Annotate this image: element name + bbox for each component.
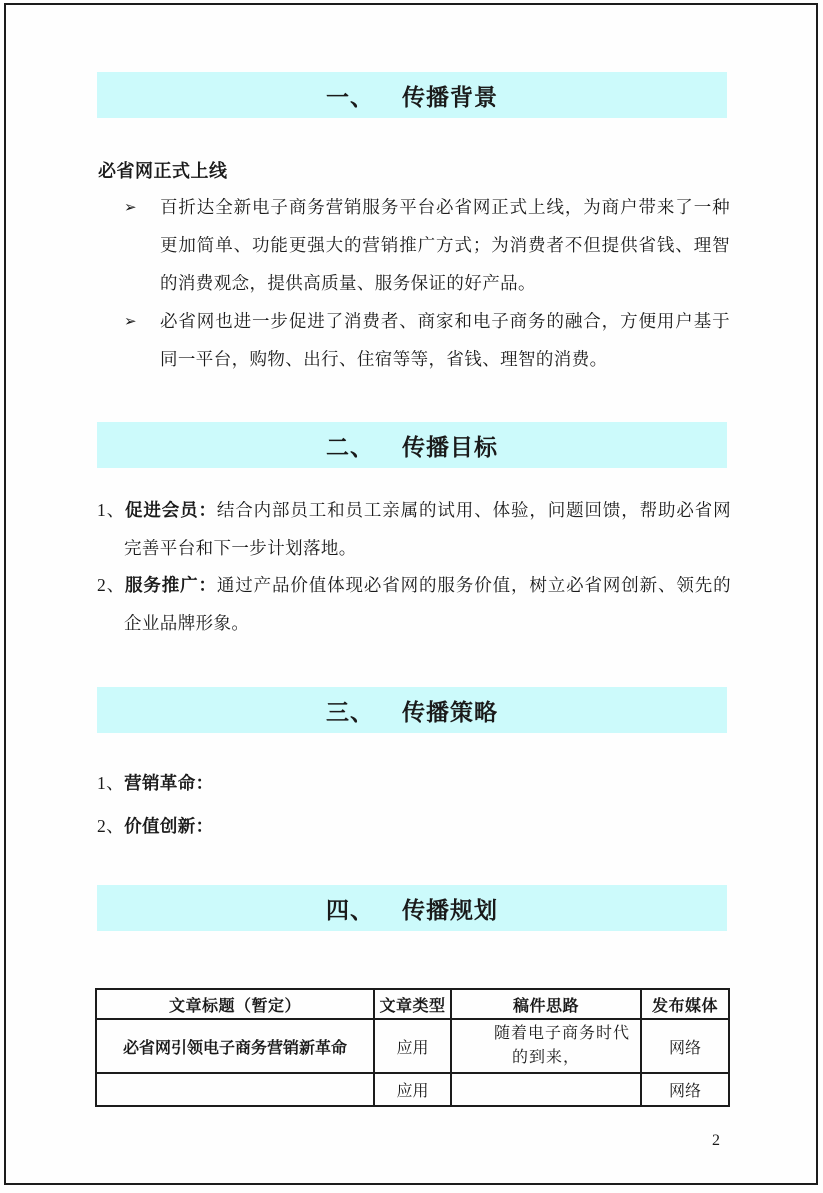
cell-idea (451, 1073, 641, 1106)
goal-text: 结合内部员工和员工亲属的试用、体验，问题回馈，帮助必省网完善平台和下一步计划落地。 (124, 500, 731, 558)
strategy-number: 1、 (97, 773, 125, 793)
goal-item-2 (97, 567, 731, 642)
column-header-media: 发布媒体 (641, 989, 729, 1019)
column-header-idea: 稿件思路 (451, 989, 641, 1019)
section-header-4 (97, 885, 727, 931)
goals-list (97, 492, 731, 642)
goal-label: 服务推广： (125, 575, 217, 595)
cell-media: 网络 (641, 1073, 729, 1106)
column-header-title: 文章标题（暂定） (96, 989, 374, 1019)
table-row (96, 1073, 729, 1106)
section-header-1 (97, 72, 727, 118)
goal-number: 1、 (97, 500, 126, 520)
section-3-title: 传播策略 (402, 698, 498, 725)
goal-item-1 (97, 492, 731, 567)
strategy-item-2 (97, 805, 214, 848)
cell-media: 网络 (641, 1019, 729, 1073)
cell-article-type: 应用 (374, 1073, 451, 1106)
section-4-title: 传播规划 (402, 896, 498, 923)
cell-idea: 随着电子商务时代的到来， (451, 1019, 641, 1073)
strategy-item-1 (97, 762, 214, 805)
section-2-number: 二、 (326, 433, 374, 460)
strategy-label: 营销革命： (124, 773, 214, 793)
section-header-3 (97, 687, 727, 733)
background-bullet-list (124, 188, 732, 378)
section-4-number: 四、 (326, 896, 374, 923)
bullet-text: 百折达全新电子商务营销服务平台必省网正式上线，为商户带来了一种更加简单、功能更强大的营销推广方式；为消费者不但提供省钱、理智的消费观念，提供高质量、服务保证的好产品。 (160, 197, 730, 293)
bullet-item-1 (124, 188, 732, 302)
column-header-type: 文章类型 (374, 989, 451, 1019)
goal-label: 促进会员： (125, 500, 217, 520)
strategy-number: 2、 (97, 816, 125, 836)
strategy-label: 价值创新： (124, 816, 214, 836)
goal-text: 通过产品价值体现必省网的服务价值，树立必省网创新、领先的企业品牌形象。 (124, 575, 731, 633)
bullet-item-2 (124, 302, 732, 378)
bullet-text: 必省网也进一步促进了消费者、商家和电子商务的融合，方便用户基于同一平台，购物、出行、住宿等等，省钱、理智的消费。 (160, 311, 730, 369)
strategies-list (97, 762, 214, 848)
arrow-bullet-icon: ➢ (124, 312, 137, 330)
table-header-row (96, 989, 729, 1019)
section-1-number: 一、 (326, 83, 374, 110)
section-3-number: 三、 (326, 698, 374, 725)
section-2-title: 传播目标 (402, 433, 498, 460)
cell-article-title (96, 1073, 374, 1106)
goal-number: 2、 (97, 575, 126, 595)
background-subtitle: 必省网正式上线 (98, 161, 228, 181)
plan-table (95, 988, 730, 1107)
table-row (96, 1019, 729, 1073)
cell-article-type: 应用 (374, 1019, 451, 1073)
arrow-bullet-icon: ➢ (124, 198, 137, 216)
section-1-title: 传播背景 (402, 83, 498, 110)
section-header-2 (97, 422, 727, 468)
cell-article-title: 必省网引领电子商务营销新革命 (96, 1019, 374, 1073)
page-number: 2 (712, 1132, 720, 1149)
